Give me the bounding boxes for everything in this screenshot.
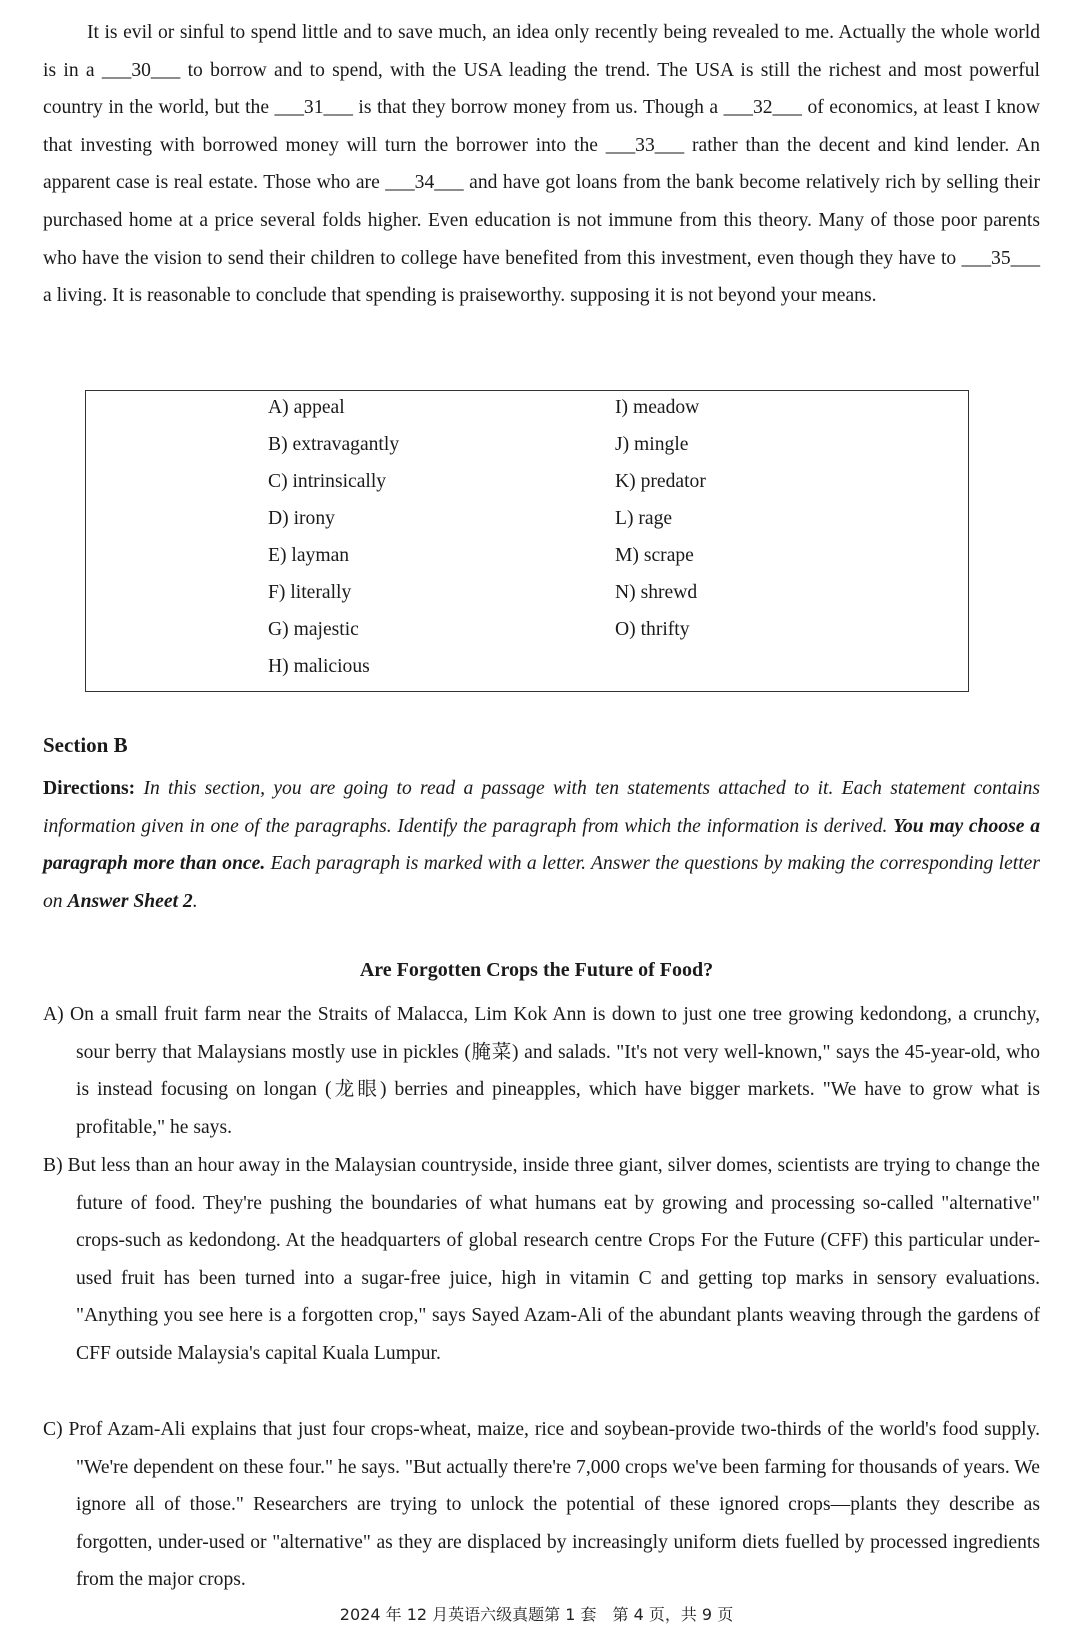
word-option: M) scrape (615, 545, 694, 566)
blank-32: ___32___ (723, 97, 802, 119)
cloze-text: rather than the decent and kind lender. An apparent case is real estate. Those who are (43, 134, 1041, 194)
word-option: C) intrinsically (268, 471, 387, 492)
word-option: N) shrewd (615, 582, 698, 603)
directions-label: Directions: (43, 778, 136, 799)
directions-text: Each paragraph is marked with a letter. Answer the questions by making the corresponding letter on (43, 853, 1040, 912)
directions-emphasis: You may choose a paragraph more than once. (43, 815, 1040, 875)
page-footer: 2024 年 12 月英语六级真题第 1 套 第 4 页，共 9 页 (339, 1605, 734, 1624)
directions (43, 770, 1040, 920)
word-option: O) thrifty (615, 619, 690, 640)
blank-31: ___31___ (274, 97, 353, 119)
blank-35: ___35___ (961, 247, 1040, 269)
word-option: L) rage (615, 508, 673, 529)
section-title: Section B (43, 733, 128, 757)
word-option: G) majestic (268, 619, 359, 640)
cloze-text: a living. It is reasonable to conclude that spending is praiseworthy. supposing it is not beyond your means. (43, 285, 877, 307)
cloze-text: It is evil or sinful to spend little and to save much, an idea only recently being revealed to me. Actually the whole world is in a (43, 22, 1040, 81)
directions-text: In this section, you are going to read a passage with ten statements attached to it. Each statement contains information given in one of the paragraphs. Identify the paragraph from which the information is derived. (43, 778, 1040, 837)
word-option: D) irony (268, 508, 335, 529)
word-option: H) malicious (268, 656, 370, 677)
answer-sheet-ref: Answer Sheet 2 (67, 890, 193, 912)
word-option: F) literally (268, 582, 352, 603)
word-option: B) extravagantly (268, 434, 400, 455)
cloze-passage (43, 14, 1040, 315)
word-bank-box (85, 390, 969, 692)
word-option: K) predator (615, 471, 706, 492)
paragraph-b: B) But less than an hour away in the Malaysian countryside, inside three giant, silver domes, scientists are trying to change the future of food. They're pushing the boundaries of what humans eat by growing and processing so-called "alternative" crops-such as kedondong. At the headquarters of global research centre Crops For the Future (CFF) this particular under-used fruit has been turned into a sugar-free juice, high in vitamin C and getting top marks in sensory evaluations. "Anything you see here is a forgotten crop," says Sayed Azam-Ali of the abundant plants weaving through the gardens of CFF outside Malaysia's capital Kuala Lumpur. (43, 1155, 1040, 1364)
directions-text: . (192, 890, 198, 912)
word-option: I) meadow (615, 397, 700, 418)
word-option: A) appeal (268, 397, 345, 418)
paragraph-a: A) On a small fruit farm near the Straits of Malacca, Lim Kok Ann is down to just one tree growing kedondong, a crunchy, sour berry that Malaysians mostly use in pickles (腌菜) and salads. "It's not very well-known," says the 45-year-old, who is instead focusing on longan (龙眼) berries and pineapples, which have bigger markets. "We have to grow what is profitable," he says. (43, 1004, 1040, 1138)
word-option: E) layman (268, 545, 350, 566)
blank-30: ___30___ (101, 59, 181, 81)
blank-34: ___34___ (385, 172, 464, 194)
word-option: J) mingle (615, 434, 689, 455)
blank-33: ___33___ (605, 134, 685, 156)
cloze-text: and have got loans from the bank become relatively rich by selling their purchased home at a price several folds higher. Even education is not immune from this theory. Many of those poor parents who have the vision to send their children to college have benefited from this investment, even though they have to (43, 172, 1040, 269)
cloze-text: to borrow and to spend, with the USA leading the trend. The USA is still the richest and most powerful country in the world, but the (43, 59, 1040, 119)
paragraph-c: C) Prof Azam-Ali explains that just four crops-wheat, maize, rice and soybean-provide two-thirds of the world's food supply. "We're dependent on these four." he says. "But actually there're 7,000 crops we've been farming for thousands of years. We ignore all of those." Researchers are trying to unlock the potential of these ignored crops—plants they describe as forgotten, under-used or "alternative" as they are displaced by increasingly uniform diets fuelled by processed ingredients from the major crops. (43, 1419, 1040, 1591)
article-title: Are Forgotten Crops the Future of Food? (359, 959, 714, 981)
cloze-text: of economics, at least I know that investing with borrowed money will turn the borrower into the (43, 97, 1040, 156)
cloze-text: is that they borrow money from us. Though a (352, 97, 724, 119)
